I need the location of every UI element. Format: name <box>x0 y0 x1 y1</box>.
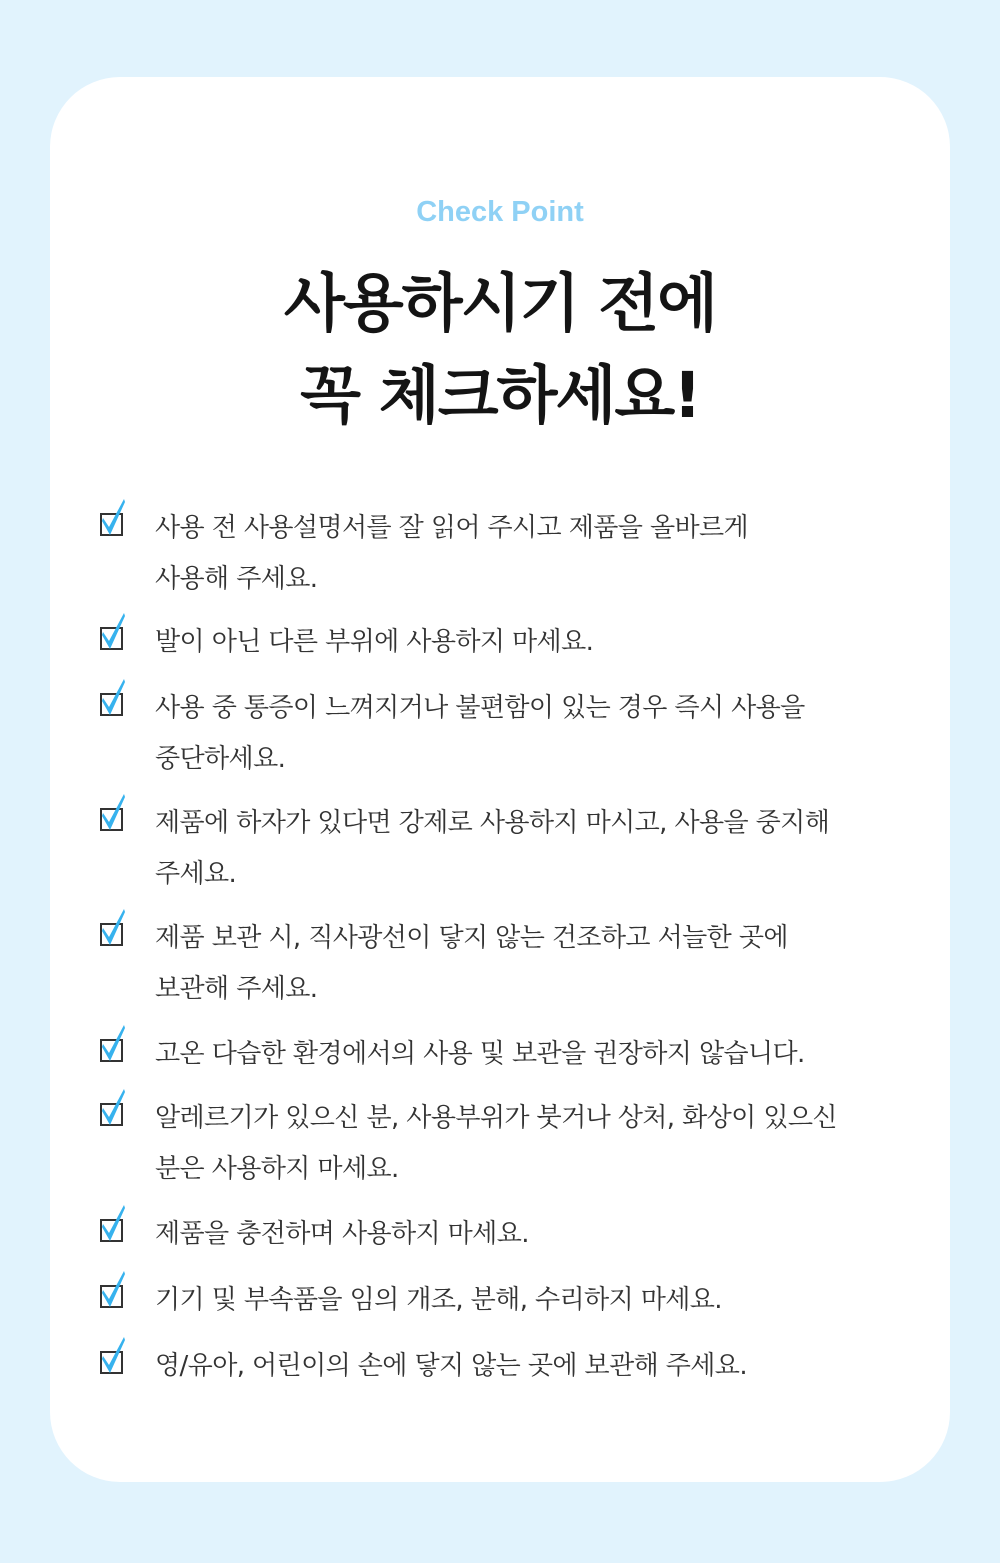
checklist-text <box>155 1209 895 1260</box>
checklist-text <box>155 1275 895 1326</box>
checkbox-icon <box>98 611 134 659</box>
checklist-text <box>155 798 895 900</box>
checklist-text <box>155 683 895 785</box>
checkbox-icon <box>98 907 134 955</box>
checklist-line: 영/유아, 어린이의 손에 닿지 않는 곳에 보관해 주세요. <box>155 1351 747 1381</box>
checklist-line: 사용해 주세요. <box>155 564 318 594</box>
checkbox-icon <box>98 1269 134 1317</box>
checklist-line: 발이 아닌 다른 부위에 사용하지 마세요. <box>155 627 594 657</box>
checklist-text <box>155 1341 895 1392</box>
checklist-line: 중단하세요. <box>155 744 286 774</box>
checklist-line: 사용 중 통증이 느껴지거나 불편함이 있는 경우 즉시 사용을 <box>155 693 805 723</box>
checkbox-icon <box>98 497 134 545</box>
checkbox-icon <box>98 677 134 725</box>
checkbox-icon <box>98 1023 134 1071</box>
checkbox-icon <box>98 1203 134 1251</box>
checklist-line: 사용 전 사용설명서를 잘 읽어 주시고 제품을 올바르게 <box>155 513 749 543</box>
checklist-text <box>155 617 895 668</box>
checklist-text <box>155 1093 895 1195</box>
checklist-line: 분은 사용하지 마세요. <box>155 1154 399 1184</box>
checklist-text <box>155 1029 895 1080</box>
checklist-line: 보관해 주세요. <box>155 974 318 1004</box>
checkbox-icon <box>98 792 134 840</box>
page-title-line: 사용하시기 전에 <box>284 267 716 340</box>
checkbox-icon <box>98 1335 134 1383</box>
checklist-line: 기기 및 부속품을 임의 개조, 분해, 수리하지 마세요. <box>155 1285 722 1315</box>
checkbox-icon <box>98 1087 134 1135</box>
checklist-line: 고온 다습한 환경에서의 사용 및 보관을 권장하지 않습니다. <box>155 1039 805 1069</box>
checklist-text <box>155 503 895 605</box>
checklist-line: 주세요. <box>155 859 237 889</box>
checklist-line: 제품에 하자가 있다면 강제로 사용하지 마시고, 사용을 중지해 <box>155 808 830 838</box>
checklist-line: 알레르기가 있으신 분, 사용부위가 붓거나 상처, 화상이 있으신 <box>155 1103 837 1133</box>
checklist-line: 제품 보관 시, 직사광선이 닿지 않는 건조하고 서늘한 곳에 <box>155 923 788 953</box>
page-title <box>0 258 1000 442</box>
checklist-line: 제품을 충전하며 사용하지 마세요. <box>155 1219 529 1249</box>
checklist-text <box>155 913 895 1015</box>
section-kicker: Check Point <box>416 196 584 228</box>
page-title-line: 꼭 체크하세요! <box>300 359 700 432</box>
